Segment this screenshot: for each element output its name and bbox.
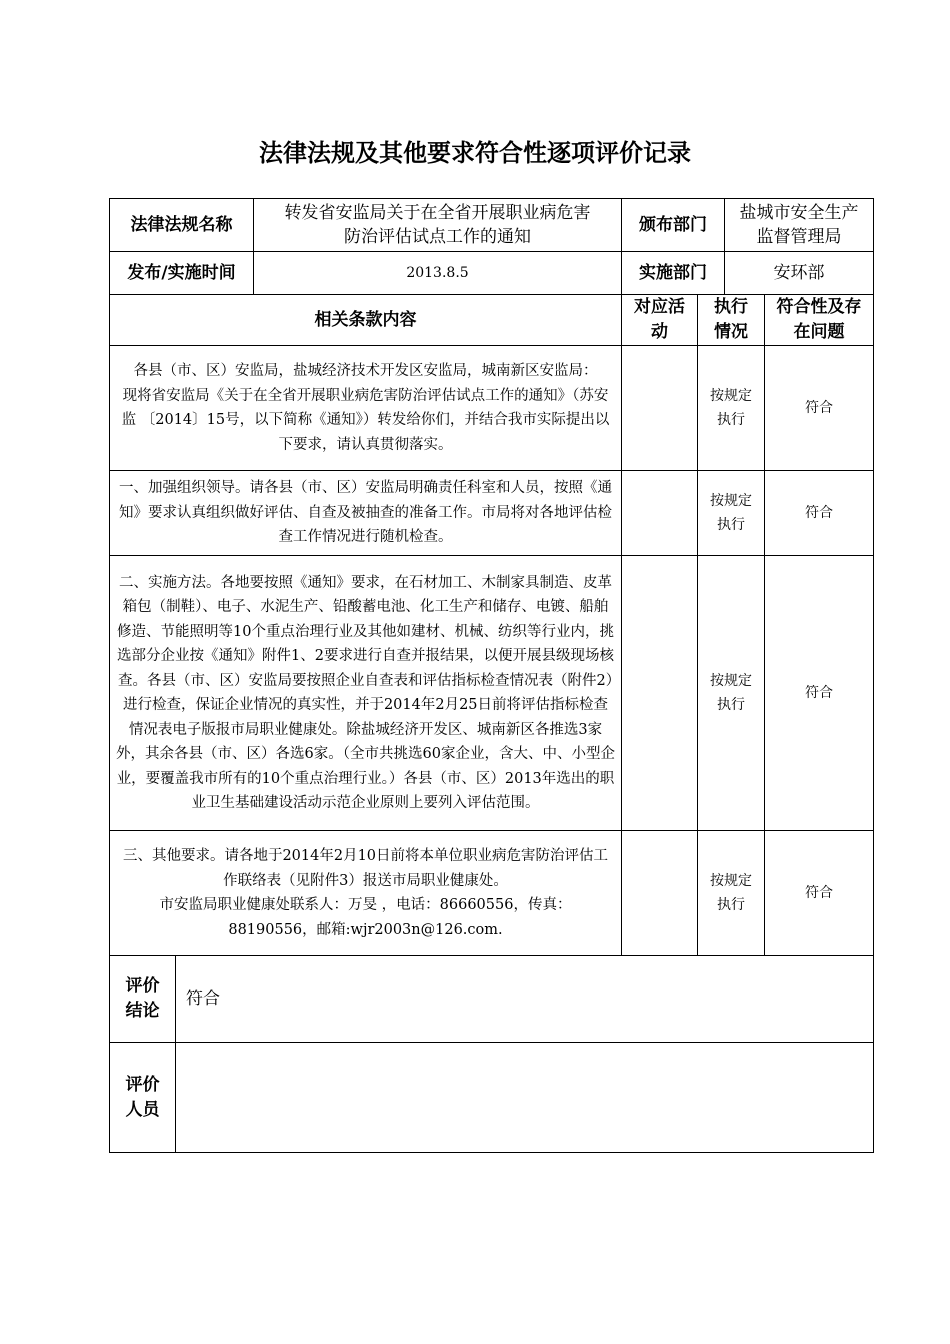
- date-value: 2013.8.5: [253, 251, 622, 295]
- clause-activity: [621, 470, 698, 556]
- clause-paragraph: 现将省安监局《关于在全省开展职业病危害防治评估试点工作的通知》（苏安监 〔2014〕15号，以下简称《通知》）转发给你们，并结合我市实际提出以下要求，请认真贯彻落实。: [121, 387, 610, 453]
- clause-paragraph: 各县（市、区）安监局，盐城经济技术开发区安监局，城南新区安监局：: [133, 363, 598, 379]
- date-label: 发布/实施时间: [109, 251, 254, 295]
- conclusion-label: 评价结论: [109, 955, 176, 1043]
- clause-activity: [621, 830, 698, 956]
- law-name-value: 转发省安监局关于在全省开展职业病危害防治评估试点工作的通知: [253, 198, 622, 252]
- compliance-header: 符合性及存在问题: [764, 294, 874, 346]
- clause-compliance: 符合: [764, 470, 874, 556]
- clause-execution: 按规定执行: [697, 470, 765, 556]
- issuer-label: 颁布部门: [621, 198, 725, 252]
- clause-row-text: [109, 470, 622, 556]
- evaluator-label: 评价人员: [109, 1042, 176, 1153]
- clause-paragraph: 市安监局职业健康处联系人：万旻 ，电话：86660556，传真：88190556，邮箱:wjr2003n@126.com.: [159, 897, 572, 938]
- clause-row-text: [109, 345, 622, 471]
- clause-compliance: 符合: [764, 830, 874, 956]
- clause-paragraph: 三、其他要求。请各地于2014年2月10日前将本单位职业病危害防治评估工作联络表（见附件3）报送市局职业健康处。: [122, 848, 609, 889]
- evaluator-value: [175, 1042, 874, 1153]
- activity-header: 对应活动: [621, 294, 698, 346]
- law-name-label: 法律法规名称: [109, 198, 254, 252]
- issuer-value: 盐城市安全生产监督管理局: [724, 198, 874, 252]
- implementer-value: 安环部: [724, 251, 874, 295]
- clause-compliance: 符合: [764, 345, 874, 471]
- clause-execution: 按规定执行: [697, 345, 765, 471]
- page-title: 法律法规及其他要求符合性逐项评价记录: [259, 139, 691, 167]
- clause-compliance: 符合: [764, 555, 874, 831]
- clause-activity: [621, 345, 698, 471]
- conclusion-value: 符合: [175, 955, 874, 1043]
- clause-paragraph: 一、加强组织领导。请各县（市、区）安监局明确责任科室和人员，按照《通知》要求认真组织做好评估、自查及被抽查的准备工作。市局将对各地评估检查工作情况进行随机检查。: [119, 480, 612, 546]
- implementer-label: 实施部门: [621, 251, 725, 295]
- execution-header: 执行情况: [697, 294, 765, 346]
- clause-execution: 按规定执行: [697, 830, 765, 956]
- clause-row-text: [109, 830, 622, 956]
- clause-paragraph: 二、实施方法。各地要按照《通知》要求，在石材加工、木制家具制造、皮革箱包（制鞋）、电子、水泥生产、铅酸蓄电池、化工生产和储存、电镀、船舶修造、节能照明等10个重点治理行业及其他如建材、机械、纺织等行业内，挑选部分企业按《通知》附件1、2要求进行自查并报结果，以便开展县级现场核查。各县（市、区）安监局要按照企业自查表和评估指标检查情况表（附件2）进行检查，保证企业情况的真实性，并于2014年2月25日前将评估指标检查情况表电子版报市局职业健康处。除盐城经济开发区、城南新区各推选3家外，其余各县（市、区）各选6家。（全市共挑选60家企业，含大、中、小型企业，要覆盖我市所有的10个重点治理行业。）各县（市、区）2013年选出的职业卫生基础建设活动示范企业原则上要列入评估范围。: [116, 574, 615, 811]
- clause-content-header: 相关条款内容: [109, 294, 622, 346]
- clause-row-text: [109, 555, 622, 831]
- clause-execution: 按规定执行: [697, 555, 765, 831]
- clause-activity: [621, 555, 698, 831]
